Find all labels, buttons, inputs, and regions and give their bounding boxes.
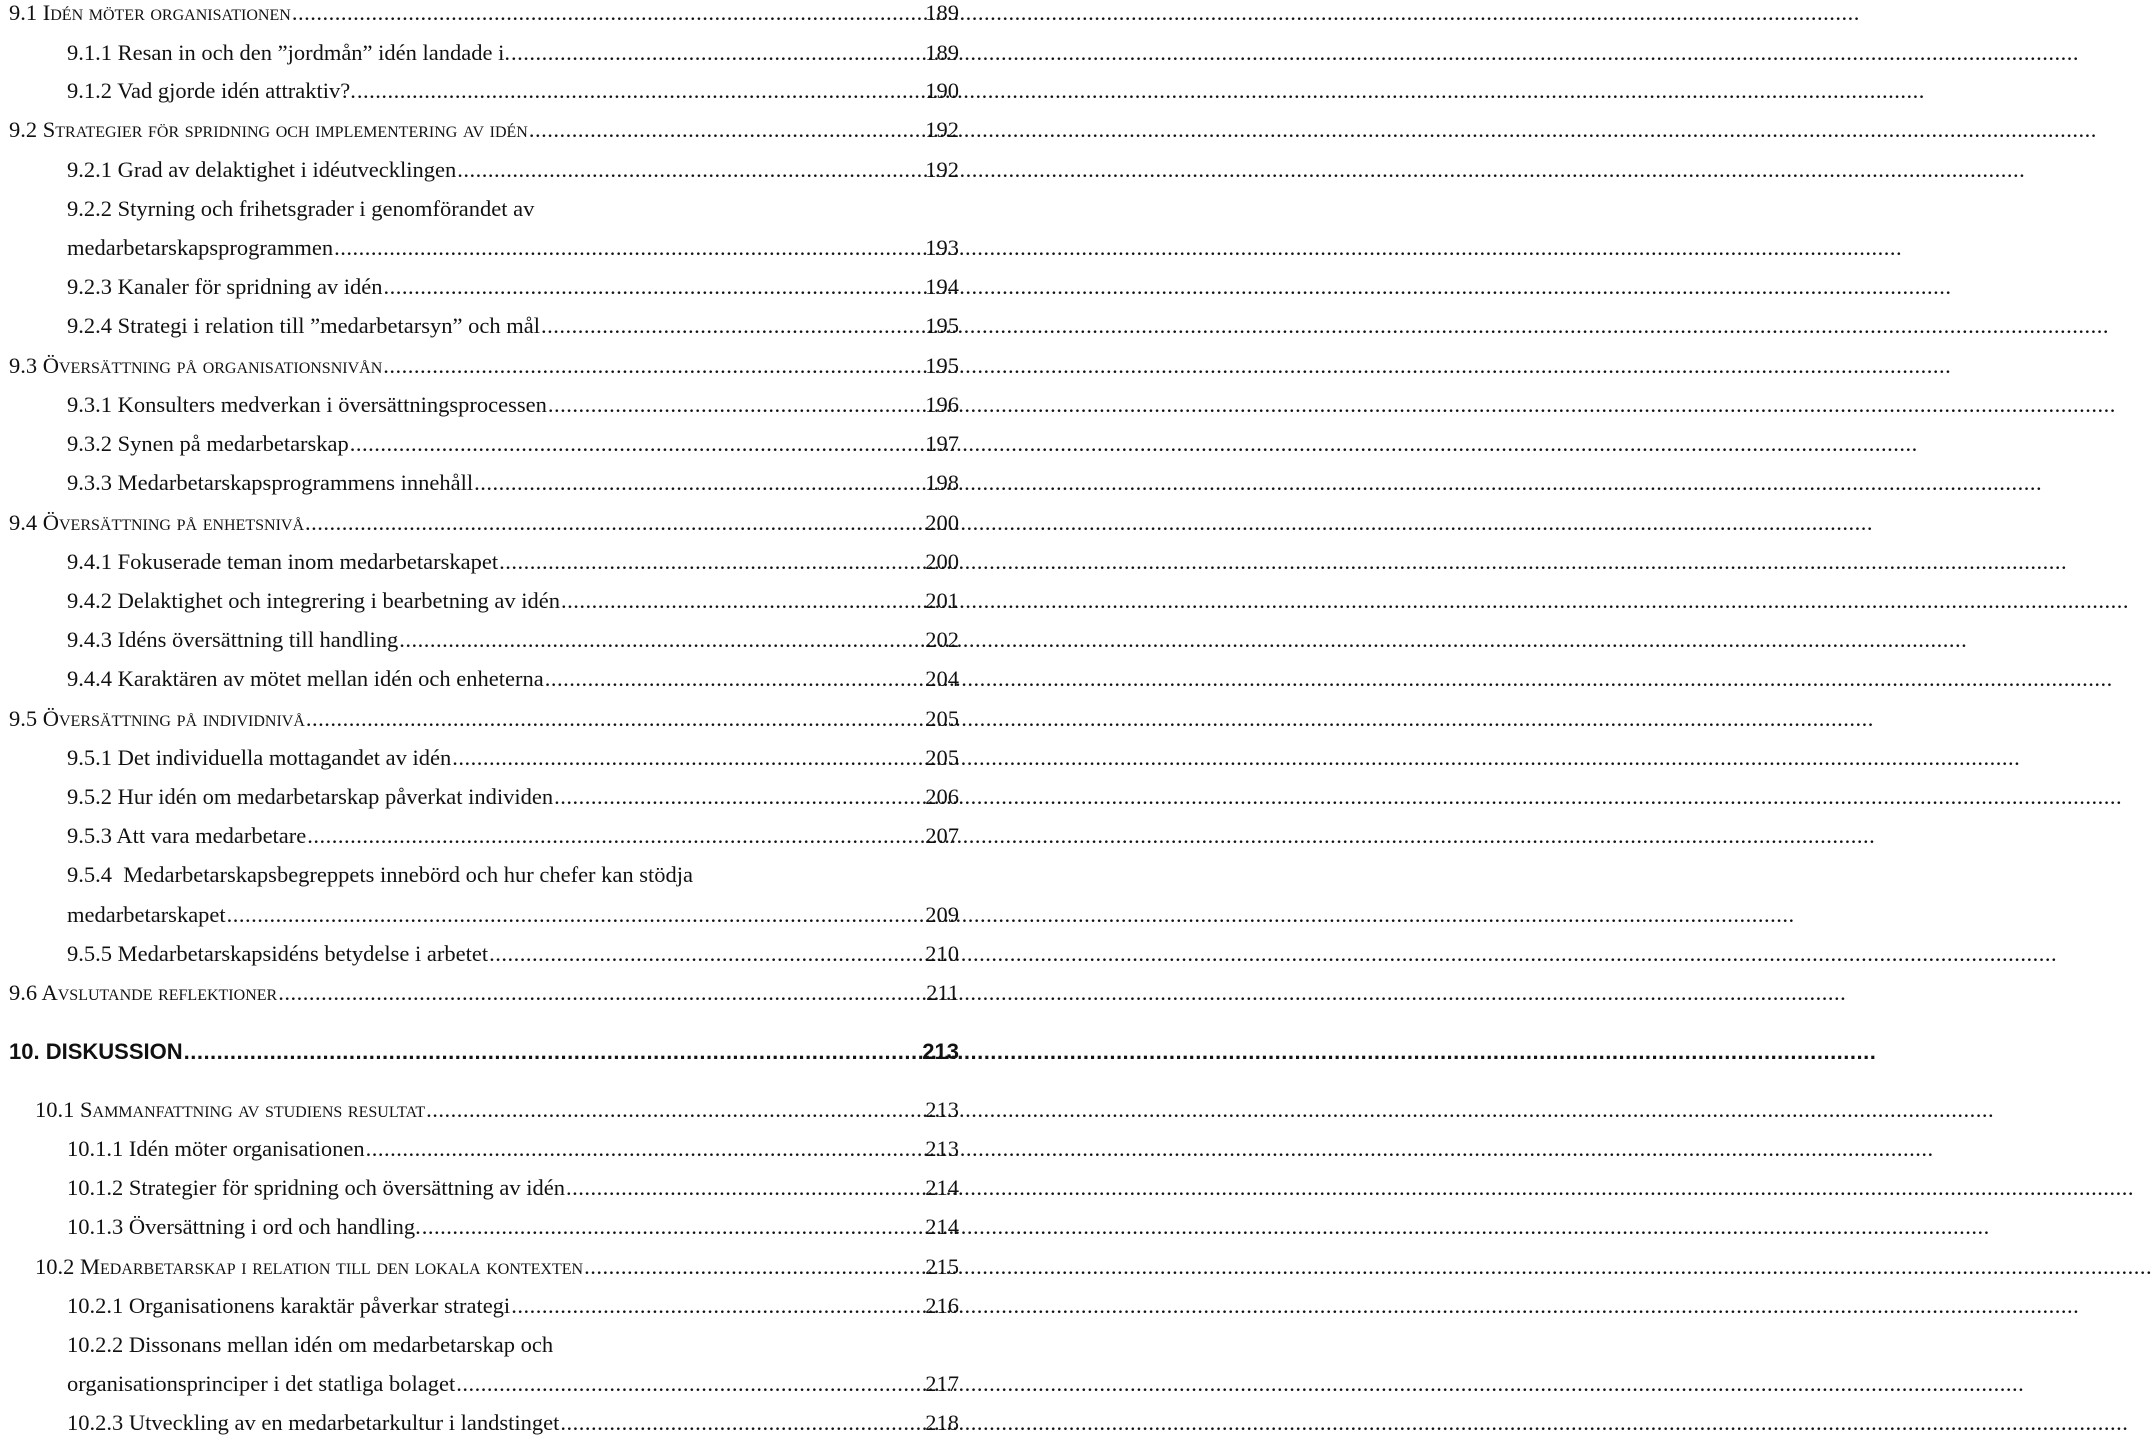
toc-entry[interactable] <box>67 781 959 813</box>
toc-entry[interactable] <box>67 1290 959 1322</box>
toc-entry-label: 9.5.4 Medarbetarskapsbegreppets innebörd och hur chefer kan stödja <box>67 862 694 887</box>
toc-leader-dots <box>356 75 925 107</box>
toc-entry-page: 213 <box>925 1136 959 1161</box>
toc-leader-dots <box>305 703 925 735</box>
toc-entry-page: 197 <box>925 431 959 456</box>
toc-leader-dots <box>510 37 925 69</box>
toc-entry-first-line[interactable] <box>67 193 959 225</box>
toc-entry-page: 214 <box>925 1175 959 1200</box>
toc-entry-label: 9.5 Översättning på individnivå <box>9 706 305 731</box>
toc-entry-first-line[interactable] <box>67 859 959 891</box>
toc-entry-label: 10.1.3 Översättning i ord och handling. <box>67 1214 421 1239</box>
toc-entry[interactable] <box>67 742 959 774</box>
toc-entry[interactable] <box>67 75 959 107</box>
toc-entry-label: 9.5.1 Det individuella mottagandet av idén <box>67 745 452 770</box>
toc-entry-label: 10. DISKUSSION <box>9 1039 183 1064</box>
toc-leader-dots <box>277 977 926 1009</box>
toc-entry-label: 10.2.3 Utveckling av en medarbetarkultur i landstinget <box>67 1410 560 1435</box>
toc-entry-page: 198 <box>925 470 959 495</box>
toc-entry[interactable] <box>67 154 959 186</box>
toc-entry[interactable] <box>67 467 959 499</box>
toc-entry-page: 206 <box>925 784 959 809</box>
toc-entry-label: 9.4 Översättning på enhetsnivå <box>9 510 305 535</box>
toc-entry-label: 9.2.4 Strategi i relation till ”medarbetarsyn” och mål <box>67 313 540 338</box>
toc-leader-dots <box>510 1290 925 1322</box>
toc-entry[interactable] <box>67 428 959 460</box>
toc-entry-label: 10.2 Medarbetarskap i relation till den lokala kontexten <box>35 1254 584 1279</box>
toc-entry[interactable] <box>67 899 959 931</box>
toc-leader-dots <box>456 154 925 186</box>
toc-entry-page: 214 <box>925 1214 959 1239</box>
toc-entry-page: 217 <box>925 1371 959 1396</box>
toc-entry-page: 200 <box>925 510 959 535</box>
toc-entry-label: medarbetarskapsprogrammen <box>67 235 334 260</box>
toc-leader-dots <box>421 1211 926 1243</box>
toc-entry-page: 202 <box>925 627 959 652</box>
toc-entry-label: 9.5.2 Hur idén om medarbetarskap påverkat individen <box>67 784 554 809</box>
toc-entry-page: 195 <box>925 353 959 378</box>
toc-entry-label: 9.5.3 Att vara medarbetare <box>67 823 307 848</box>
toc-leader-dots <box>540 310 925 342</box>
toc-entry[interactable] <box>67 624 959 656</box>
toc-entry[interactable] <box>9 0 959 29</box>
toc-entry[interactable] <box>67 1211 959 1243</box>
toc-entry-label: 9.1.1 Resan in och den ”jordmån” idén landade i. <box>67 40 510 65</box>
toc-entry-page: 195 <box>925 313 959 338</box>
toc-entry[interactable] <box>67 389 959 421</box>
toc-entry[interactable] <box>67 271 959 303</box>
toc-entry-label: organisationsprinciper i det statliga bolaget <box>67 1371 456 1396</box>
toc-entry-page: 201 <box>925 588 959 613</box>
toc-entry-label: 10.2.2 Dissonans mellan idén om medarbetarskap och <box>67 1332 554 1357</box>
toc-entry[interactable] <box>67 820 959 852</box>
toc-leader-dots <box>425 1094 925 1126</box>
toc-entry[interactable] <box>67 546 959 578</box>
toc-leader-dots <box>553 781 925 813</box>
toc-entry[interactable] <box>9 507 959 539</box>
toc-entry[interactable] <box>67 938 959 970</box>
toc-entry-label: 9.3.3 Medarbetarskapsprogrammens innehåll <box>67 470 474 495</box>
toc-entry-page: 193 <box>925 235 959 260</box>
toc-entry-page: 189 <box>925 40 959 65</box>
toc-entry-label: 9.5.5 Medarbetarskapsidéns betydelse i arbetet <box>67 941 489 966</box>
toc-entry-label: 9.4.2 Delaktighet och integrering i bearbetning av idén <box>67 588 560 613</box>
toc-entry[interactable] <box>67 585 959 617</box>
toc-entry-label: 9.2 Strategier för spridning och implementering av idén <box>9 117 528 142</box>
toc-entry[interactable] <box>35 1251 959 1283</box>
toc-entry-page: 207 <box>925 823 959 848</box>
toc-entry-label: 9.1.2 Vad gjorde idén attraktiv?. <box>67 78 356 103</box>
toc-entry[interactable] <box>67 1133 959 1165</box>
toc-entry[interactable] <box>67 310 959 342</box>
toc-leader-dots <box>559 1407 925 1439</box>
toc-entry-label: 10.1.1 Idén möter organisationen <box>67 1136 365 1161</box>
toc-entry[interactable] <box>67 1407 959 1439</box>
toc-entry[interactable] <box>35 1094 959 1126</box>
toc-entry[interactable] <box>9 350 959 382</box>
toc-leader-dots <box>398 624 925 656</box>
toc-leader-dots <box>451 742 925 774</box>
toc-entry-label: 10.1 Sammanfattning av studiens resultat <box>35 1097 426 1122</box>
toc-leader-dots <box>565 1172 925 1204</box>
toc-entry-page: 194 <box>925 274 959 299</box>
toc-entry[interactable] <box>67 1368 959 1400</box>
toc-entry-page: 211 <box>926 980 959 1005</box>
toc-leader-dots <box>583 1251 925 1283</box>
toc-entry-page: 216 <box>925 1293 959 1318</box>
toc-leader-dots <box>183 1036 923 1068</box>
toc-entry-page: 189 <box>925 0 959 25</box>
toc-entry-page: 200 <box>925 549 959 574</box>
toc-entry[interactable] <box>67 1172 959 1204</box>
toc-entry-label: 9.3.1 Konsulters medverkan i översättningsprocessen <box>67 392 547 417</box>
toc-leader-dots <box>473 467 925 499</box>
toc-entry-first-line[interactable] <box>67 1329 959 1361</box>
toc-entry-label: 9.6 Avslutande reflektioner <box>9 980 278 1005</box>
toc-leader-dots <box>498 546 925 578</box>
toc-entry[interactable] <box>67 37 959 69</box>
toc-entry-page: 190 <box>925 78 959 103</box>
toc-entry-page: 209 <box>925 902 959 927</box>
toc-leader-dots <box>226 899 926 931</box>
toc-entry-label: 10.1.2 Strategier för spridning och översättning av idén <box>67 1175 566 1200</box>
toc-entry-label: 9.4.4 Karaktären av mötet mellan idén och enheterna <box>67 666 544 691</box>
toc-leader-dots <box>528 114 925 146</box>
toc-leader-dots <box>560 585 925 617</box>
toc-leader-dots <box>455 1368 925 1400</box>
toc-entry-page: 205 <box>925 706 959 731</box>
toc-chapter-entry[interactable] <box>9 1036 959 1068</box>
toc-entry-label: 9.1 Idén möter organisationen <box>9 0 291 25</box>
toc-entry-label: medarbetarskapet <box>67 902 226 927</box>
toc-entry-label: 9.3 Översättning på organisationsnivån <box>9 353 383 378</box>
toc-entry-page: 196 <box>925 392 959 417</box>
toc-leader-dots <box>544 663 926 695</box>
toc-entry-label: 9.2.2 Styrning och frihetsgrader i genomförandet av <box>67 196 535 221</box>
toc-entry[interactable] <box>67 663 959 695</box>
toc-entry[interactable] <box>9 114 959 146</box>
toc-leader-dots <box>304 507 925 539</box>
toc-entry[interactable] <box>9 703 959 735</box>
toc-entry-label: 9.4.3 Idéns översättning till handling <box>67 627 399 652</box>
toc-entry-label: 9.2.1 Grad av delaktighet i idéutvecklingen <box>67 157 457 182</box>
toc-entry-page: 192 <box>925 157 959 182</box>
toc-entry-label: 9.3.2 Synen på medarbetarskap <box>67 431 349 456</box>
toc-leader-dots <box>382 350 925 382</box>
toc-entry-page: 213 <box>925 1097 959 1122</box>
toc-entry-page: 215 <box>925 1254 959 1279</box>
toc-entry-label: 9.4.1 Fokuserade teman inom medarbetarskapet <box>67 549 499 574</box>
toc-entry-page: 192 <box>925 117 959 142</box>
toc-entry-label: 10.2.1 Organisationens karaktär påverkar strategi <box>67 1293 511 1318</box>
toc-leader-dots <box>547 389 925 421</box>
toc-leader-dots <box>306 820 925 852</box>
toc-leader-dots <box>291 0 925 29</box>
toc-leader-dots <box>383 271 926 303</box>
toc-entry-page: 204 <box>925 666 959 691</box>
toc-leader-dots <box>365 1133 926 1165</box>
toc-leader-dots <box>333 232 925 264</box>
toc-entry-page: 218 <box>925 1410 959 1435</box>
toc-leader-dots <box>488 938 925 970</box>
toc-entry[interactable] <box>67 232 959 264</box>
toc-entry-page: 205 <box>925 745 959 770</box>
toc-leader-dots <box>349 428 925 460</box>
toc-entry-page: 210 <box>925 941 959 966</box>
toc-entry-page: 213 <box>922 1039 959 1064</box>
toc-entry[interactable] <box>9 977 959 1009</box>
toc-entry-label: 9.2.3 Kanaler för spridning av idén <box>67 274 383 299</box>
